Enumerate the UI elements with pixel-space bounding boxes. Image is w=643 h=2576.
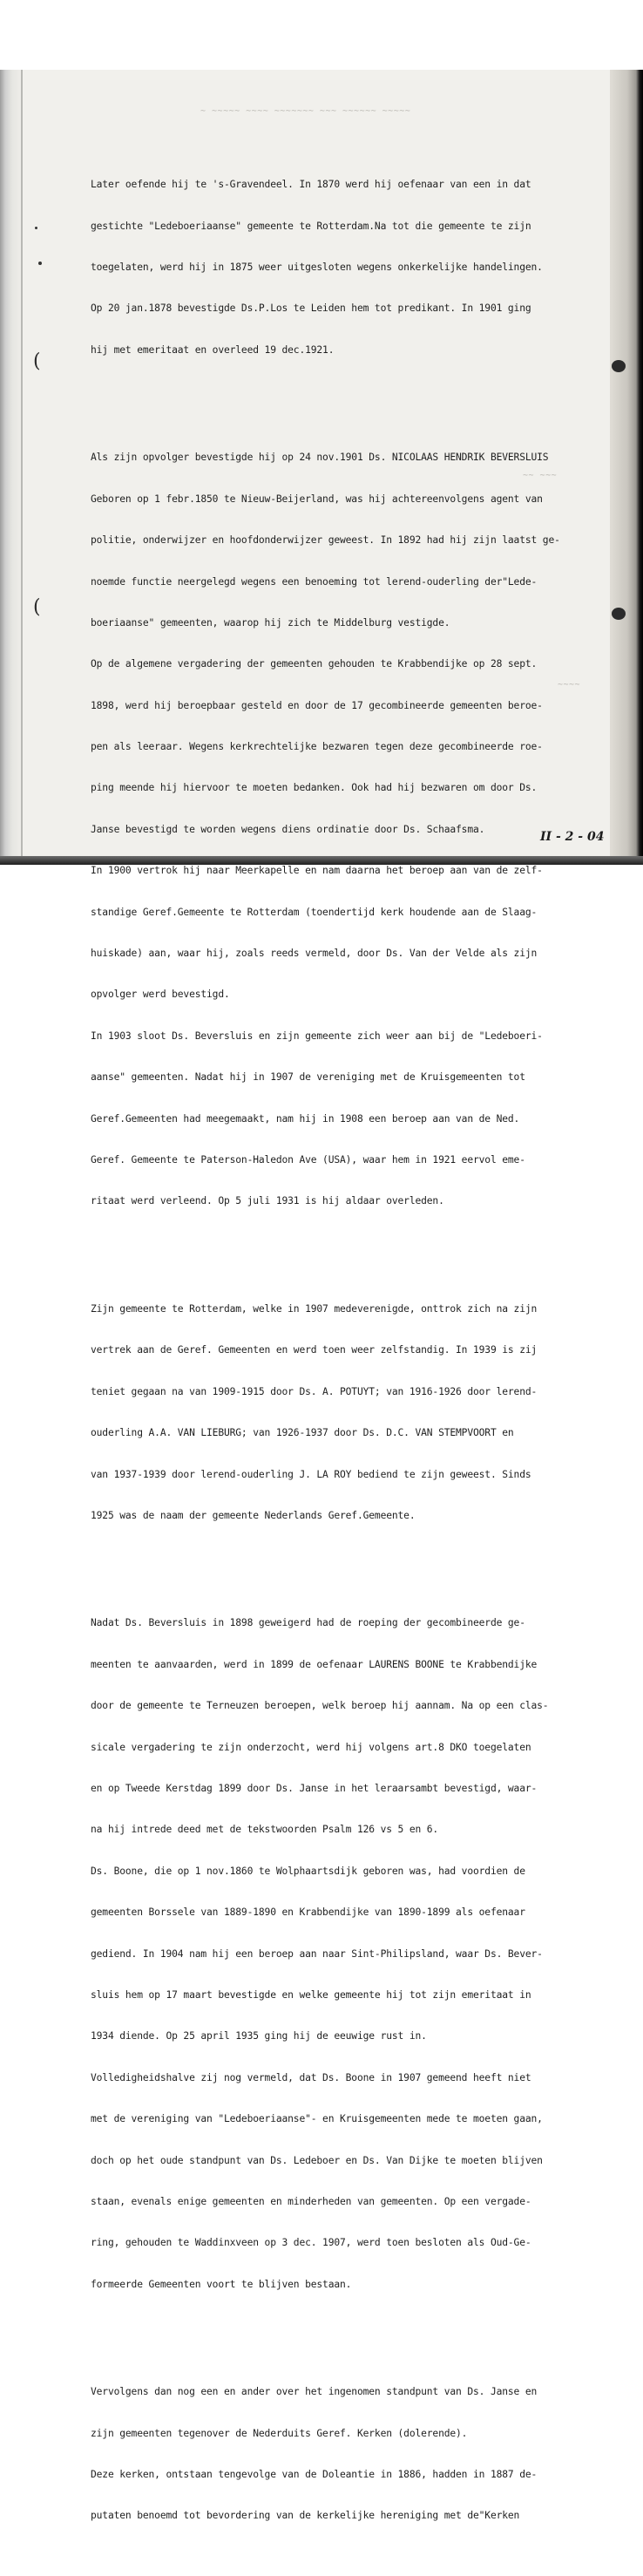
text-line: hij met emeritaat en overleed 19 dec.1921. (91, 343, 335, 356)
text-line: sicale vergadering te zijn onderzocht, werd hij volgens art.8 DKO toegelaten (91, 1741, 531, 1753)
text-line: gediend. In 1904 nam hij een beroep aan naar Sint-Philipsland, waar Ds. Bever- (91, 1947, 543, 1960)
text-line: gemeenten Borssele van 1889-1890 en Krabbendijke van 1890-1899 als oefenaar (91, 1907, 525, 1919)
text-line: Deze kerken, ontstaan tengevolge van de Doleantie in 1886, hadden in 1887 de- (91, 2469, 538, 2481)
text-line: gestichte "Ledeboeriaanse" gemeente te Rotterdam.Na tot die gemeente te zijn (91, 220, 531, 232)
margin-bracket-mark: ( (33, 350, 41, 372)
text-line: Janse bevestigd te worden wegens diens ordinatie door Ds. Schaafsma. (91, 823, 485, 835)
text-line: 1934 diende. Op 25 april 1935 ging hij de eeuwige rust in. (91, 2030, 427, 2042)
text-line: Later oefende hij te 's-Gravendeel. In 1870 werd hij oefenaar van een in dat (91, 179, 531, 191)
text-line: pen als leeraar. Wegens kerkrechtelijke bezwaren tegen deze gecombineerde roe- (91, 741, 543, 753)
margin-ink-dot (38, 262, 42, 265)
text-line: na hij intrede deed met de tekstwoorden Psalm 126 vs 5 en 6. (91, 1824, 439, 1836)
text-line: aanse" gemeenten. Nadat hij in 1907 de vereniging met de Kruisgemeenten tot (91, 1071, 525, 1084)
text-line: staan, evenals enige gemeenten en minderheden van gemeenten. Op een vergade- (91, 2195, 531, 2207)
margin-ink-dot (35, 227, 37, 229)
text-line: boeriaanse" gemeenten, waarop hij zich te Middelburg vestigde. (91, 616, 450, 629)
text-line: ring, gehouden te Waddinxveen op 3 dec. 1907, werd toen besloten als Oud-Ge- (91, 2237, 531, 2249)
text-line: Op de algemene vergadering der gemeenten gehouden te Krabbendijke op 28 sept. (91, 658, 538, 670)
text-line: van 1937-1939 door lerend-ouderling J. LA ROY bediend te zijn geweest. Sinds (91, 1468, 531, 1480)
text-line: toegelaten, werd hij in 1875 weer uitgesloten wegens onkerkelijke handelingen. (91, 261, 543, 273)
text-line: met de vereniging van "Ledeboeriaanse"- en Kruisgemeenten mede te moeten gaan, (91, 2113, 543, 2125)
text-line: ritaat werd verleend. Op 5 juli 1931 is hij aldaar overleden. (91, 1195, 444, 1207)
text-line: standige Geref.Gemeente te Rotterdam (toendertijd kerk houdende aan de Slaag- (91, 906, 538, 918)
text-line: formeerde Gemeenten voort te blijven bestaan. (91, 2278, 352, 2290)
text-line: Als zijn opvolger bevestigde hij op 24 nov.1901 Ds. NICOLAAS HENDRIK BEVERSLUIS (91, 452, 549, 464)
text-line: Vervolgens dan nog een en ander over het ingenomen standpunt van Ds. Janse en (91, 2386, 538, 2398)
paragraph (91, 1589, 620, 2319)
paragraph (91, 2358, 620, 2551)
paragraph (91, 1274, 620, 1550)
text-line: Zijn gemeente te Rotterdam, welke in 1907 medeverenigde, onttrok zich na zijn (91, 1302, 538, 1315)
text-line: ouderling A.A. VAN LIEBURG; van 1926-1937 door Ds. D.C. VAN STEMPVOORT en (91, 1427, 514, 1439)
text-line: Geref.Gemeenten had meegemaakt, nam hij in 1908 een beroep aan van de Ned. (91, 1112, 520, 1125)
text-line: huiskade) aan, waar hij, zoals reeds vermeld, door Ds. Van der Velde als zijn (91, 948, 538, 960)
text-line: door de gemeente te Terneuzen beroepen, welk beroep hij aannam. Na op een clas- (91, 1700, 549, 1712)
text-line: Nadat Ds. Beversluis in 1898 geweigerd had de roeping der gecombineerde ge- (91, 1617, 525, 1629)
text-line: meenten te aanvaarden, werd in 1899 de oefenaar LAURENS BOONE te Krabbendijke (91, 1658, 538, 1670)
text-line: Ds. Boone, die op 1 nov.1860 te Wolphaartsdijk geboren was, had voordien de (91, 1865, 525, 1877)
text-line: en op Tweede Kerstdag 1899 door Ds. Janse in het leraarsambt bevestigd, waar- (91, 1783, 538, 1795)
bleed-through-texture: ~~ ~~~ (523, 471, 558, 480)
text-line: noemde functie neergelegd wegens een benoeming tot lerend-ouderling der"Lede- (91, 575, 538, 588)
text-line: teniet gegaan na van 1909-1915 door Ds. A. POTUYT; van 1916-1926 door lerend- (91, 1385, 538, 1397)
text-line: 1925 was de naam der gemeente Nederlands Geref.Gemeente. (91, 1509, 416, 1521)
bleed-through-texture: ~ ~~~~~ ~~~~ ~~~~~~~ ~~~ ~~~~~~ ~~~~~ (200, 106, 411, 116)
book-spine-shadow (0, 70, 23, 865)
text-line: politie, onderwijzer en hoofdonderwijzer geweest. In 1892 had hij zijn laatst ge- (91, 534, 560, 547)
bleed-through-texture: ~~~~ (558, 680, 581, 690)
page-number: II - 2 - 04 (540, 830, 605, 844)
margin-bracket-mark: ( (33, 596, 41, 618)
document-body (91, 123, 620, 2522)
text-line: opvolger werd bevestigd. (91, 989, 230, 1001)
text-line: sluis hem op 17 maart bevestigde en welke gemeente hij tot zijn emeritaat in (91, 1988, 531, 2001)
text-line: In 1900 vertrok hij naar Meerkapelle en nam daarna het beroep aan van de zelf- (91, 865, 543, 877)
text-line: zijn gemeenten tegenover de Nederduits Geref. Kerken (dolerende). (91, 2427, 468, 2439)
binding-line (21, 70, 23, 865)
text-line: putaten benoemd tot bevordering van de kerkelijke hereniging met de"Kerken (91, 2510, 520, 2522)
text-line: Volledigheidshalve zij nog vermeld, dat Ds. Boone in 1907 gemeend heeft niet (91, 2071, 531, 2083)
text-line: Geboren op 1 febr.1850 te Nieuw-Beijerland, was hij achtereenvolgens agent van (91, 493, 543, 505)
text-line: ping meende hij hiervoor te moeten bedanken. Ook had hij bezwaren om door Ds. (91, 782, 538, 794)
text-line: In 1903 sloot Ds. Beversluis en zijn gemeente zich weer aan bij de "Ledeboeri- (91, 1030, 543, 1042)
text-line: Op 20 jan.1878 bevestigde Ds.P.Los te Leiden hem tot predikant. In 1901 ging (91, 302, 531, 315)
text-line: Geref. Gemeente te Paterson-Haledon Ave (USA), waar hem in 1921 eervol eme- (91, 1153, 525, 1166)
paragraph (91, 151, 620, 385)
text-line: 1898, werd hij beroepbaar gesteld en door de 17 gecombineerde gemeenten beroe- (91, 699, 543, 711)
text-line: vertrek aan de Geref. Gemeenten en werd toen weer zelfstandig. In 1939 is zij (91, 1344, 538, 1356)
text-line: doch op het oude standpunt van Ds. Ledeboer en Ds. Van Dijke te moeten blijven (91, 2154, 543, 2166)
